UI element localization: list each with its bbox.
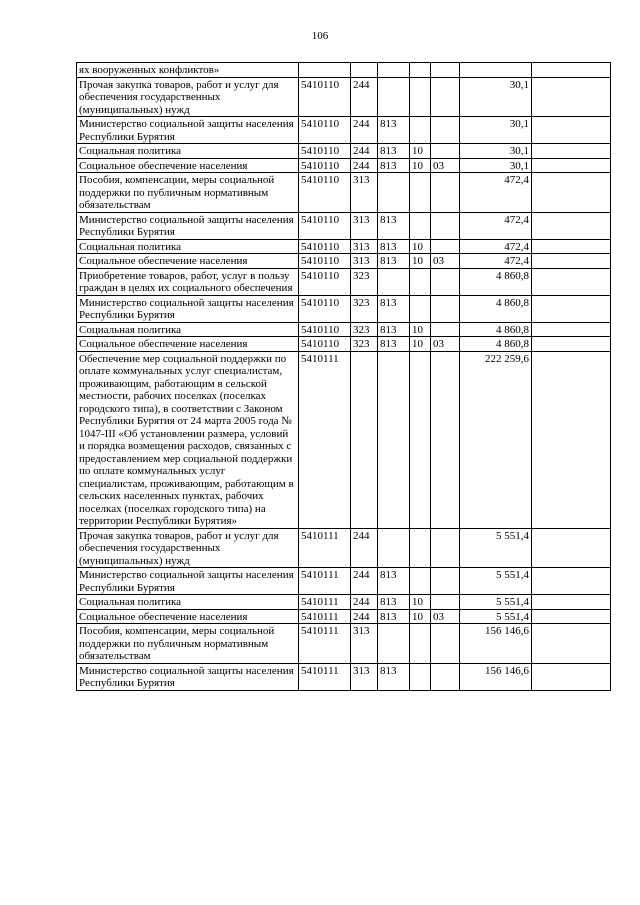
section-cell: [410, 528, 431, 568]
ministry-code-cell: [378, 351, 410, 528]
subsection-cell: [431, 663, 460, 690]
row-name-cell: Обеспечение мер социальной поддержки по оплате коммунальных услуг специалистам, проживающим, работающим в сельской местности, рабочих поселках (поселках городского типа), в соответствии с Законом Республики Бурятия от 24 марта 2005 года № 1047-III «Об установлении размера, условий и порядка возмещения расходов, связанных с предоставлением мер социальной поддержки по оплате коммунальных услуг специалистам, проживающим, работающим в сельских населенных пунктах, рабочих поселках (поселках городского типа) на территории Республики Бурятия»: [77, 351, 299, 528]
expense-type-cell: 323: [351, 337, 378, 352]
subsection-cell: [431, 173, 460, 213]
table-row: [77, 254, 611, 269]
section-cell: [410, 77, 431, 117]
row-name-cell: Социальное обеспечение населения: [77, 609, 299, 624]
table-row: [77, 144, 611, 159]
amount-cell: 5 551,4: [460, 595, 532, 610]
target-article-cell: 5410111: [299, 568, 351, 595]
row-name-cell: Социальное обеспечение населения: [77, 337, 299, 352]
target-article-cell: 5410110: [299, 322, 351, 337]
ministry-code-cell: 813: [378, 337, 410, 352]
empty-cell: [532, 663, 611, 690]
ministry-code-cell: 813: [378, 595, 410, 610]
target-article-cell: 5410110: [299, 254, 351, 269]
subsection-cell: [431, 117, 460, 144]
target-article-cell: 5410110: [299, 337, 351, 352]
expense-type-cell: [351, 351, 378, 528]
target-article-cell: 5410111: [299, 595, 351, 610]
section-cell: 10: [410, 337, 431, 352]
amount-cell: 472,4: [460, 239, 532, 254]
subsection-cell: [431, 77, 460, 117]
ministry-code-cell: [378, 173, 410, 213]
empty-cell: [532, 268, 611, 295]
target-article-cell: 5410110: [299, 239, 351, 254]
ministry-code-cell: 813: [378, 144, 410, 159]
amount-cell: 30,1: [460, 158, 532, 173]
target-article-cell: 5410110: [299, 295, 351, 322]
subsection-cell: 03: [431, 609, 460, 624]
section-cell: [410, 568, 431, 595]
target-article-cell: 5410111: [299, 663, 351, 690]
target-article-cell: 5410110: [299, 268, 351, 295]
empty-cell: [532, 212, 611, 239]
section-cell: [410, 268, 431, 295]
table-body: [77, 63, 611, 691]
ministry-code-cell: 813: [378, 254, 410, 269]
empty-cell: [532, 528, 611, 568]
ministry-code-cell: 813: [378, 663, 410, 690]
table-row: [77, 239, 611, 254]
table-row: [77, 77, 611, 117]
table-row: [77, 268, 611, 295]
table-row: [77, 117, 611, 144]
amount-cell: 4 860,8: [460, 268, 532, 295]
amount-cell: [460, 63, 532, 78]
empty-cell: [532, 239, 611, 254]
section-cell: 10: [410, 254, 431, 269]
expense-type-cell: 323: [351, 268, 378, 295]
expense-type-cell: 244: [351, 609, 378, 624]
row-name-cell: Социальная политика: [77, 322, 299, 337]
subsection-cell: [431, 624, 460, 664]
row-name-cell: ях вооруженных конфликтов»: [77, 63, 299, 78]
row-name-cell: Приобретение товаров, работ, услуг в пользу граждан в целях их социального обеспечения: [77, 268, 299, 295]
table-row: [77, 173, 611, 213]
empty-cell: [532, 609, 611, 624]
table-row: [77, 212, 611, 239]
subsection-cell: 03: [431, 158, 460, 173]
row-name-cell: Министерство социальной защиты населения Республики Бурятия: [77, 295, 299, 322]
section-cell: [410, 63, 431, 78]
row-name-cell: Социальное обеспечение населения: [77, 158, 299, 173]
target-article-cell: 5410110: [299, 144, 351, 159]
amount-cell: 222 259,6: [460, 351, 532, 528]
subsection-cell: [431, 63, 460, 78]
row-name-cell: Прочая закупка товаров, работ и услуг для обеспечения государственных (муниципальных) нужд: [77, 528, 299, 568]
table-row: [77, 158, 611, 173]
table-row: [77, 63, 611, 78]
expense-type-cell: 244: [351, 117, 378, 144]
amount-cell: 30,1: [460, 117, 532, 144]
amount-cell: 472,4: [460, 212, 532, 239]
subsection-cell: [431, 595, 460, 610]
amount-cell: 4 860,8: [460, 322, 532, 337]
row-name-cell: Пособия, компенсации, меры социальной поддержки по публичным нормативным обязательствам: [77, 624, 299, 664]
section-cell: [410, 351, 431, 528]
expense-type-cell: 244: [351, 528, 378, 568]
ministry-code-cell: [378, 77, 410, 117]
table-row: [77, 295, 611, 322]
empty-cell: [532, 254, 611, 269]
row-name-cell: Министерство социальной защиты населения Республики Бурятия: [77, 568, 299, 595]
ministry-code-cell: 813: [378, 295, 410, 322]
target-article-cell: 5410110: [299, 117, 351, 144]
amount-cell: 156 146,6: [460, 663, 532, 690]
row-name-cell: Социальная политика: [77, 595, 299, 610]
expense-type-cell: 323: [351, 295, 378, 322]
subsection-cell: 03: [431, 254, 460, 269]
subsection-cell: [431, 568, 460, 595]
row-name-cell: Социальная политика: [77, 239, 299, 254]
table-row: [77, 609, 611, 624]
ministry-code-cell: [378, 528, 410, 568]
page-number: 106: [311, 30, 329, 42]
expense-type-cell: 244: [351, 77, 378, 117]
target-article-cell: 5410111: [299, 528, 351, 568]
expense-type-cell: 244: [351, 595, 378, 610]
subsection-cell: [431, 528, 460, 568]
ministry-code-cell: [378, 624, 410, 664]
empty-cell: [532, 337, 611, 352]
subsection-cell: [431, 351, 460, 528]
amount-cell: 5 551,4: [460, 568, 532, 595]
section-cell: [410, 624, 431, 664]
target-article-cell: [299, 63, 351, 78]
empty-cell: [532, 144, 611, 159]
target-article-cell: 5410110: [299, 158, 351, 173]
empty-cell: [532, 63, 611, 78]
amount-cell: 4 860,8: [460, 337, 532, 352]
ministry-code-cell: 813: [378, 158, 410, 173]
empty-cell: [532, 351, 611, 528]
section-cell: [410, 173, 431, 213]
subsection-cell: [431, 144, 460, 159]
expense-type-cell: 313: [351, 212, 378, 239]
table-row: [77, 528, 611, 568]
ministry-code-cell: 813: [378, 239, 410, 254]
amount-cell: 156 146,6: [460, 624, 532, 664]
table-row: [77, 351, 611, 528]
empty-cell: [532, 158, 611, 173]
section-cell: 10: [410, 322, 431, 337]
expense-type-cell: 313: [351, 663, 378, 690]
ministry-code-cell: 813: [378, 117, 410, 144]
empty-cell: [532, 595, 611, 610]
empty-cell: [532, 117, 611, 144]
table-row: [77, 595, 611, 610]
row-name-cell: Прочая закупка товаров, работ и услуг для обеспечения государственных (муниципальных) нужд: [77, 77, 299, 117]
expense-type-cell: 313: [351, 624, 378, 664]
ministry-code-cell: [378, 63, 410, 78]
empty-cell: [532, 295, 611, 322]
target-article-cell: 5410110: [299, 173, 351, 213]
target-article-cell: 5410111: [299, 351, 351, 528]
empty-cell: [532, 322, 611, 337]
budget-table: [76, 62, 611, 691]
amount-cell: 30,1: [460, 77, 532, 117]
section-cell: 10: [410, 144, 431, 159]
amount-cell: 472,4: [460, 173, 532, 213]
subsection-cell: [431, 239, 460, 254]
subsection-cell: [431, 295, 460, 322]
expense-type-cell: 313: [351, 254, 378, 269]
amount-cell: 30,1: [460, 144, 532, 159]
section-cell: [410, 663, 431, 690]
table-row: [77, 337, 611, 352]
empty-cell: [532, 568, 611, 595]
ministry-code-cell: 813: [378, 568, 410, 595]
subsection-cell: [431, 268, 460, 295]
target-article-cell: 5410111: [299, 624, 351, 664]
row-name-cell: Пособия, компенсации, меры социальной поддержки по публичным нормативным обязательствам: [77, 173, 299, 213]
subsection-cell: [431, 322, 460, 337]
row-name-cell: Социальное обеспечение населения: [77, 254, 299, 269]
row-name-cell: Министерство социальной защиты населения Республики Бурятия: [77, 663, 299, 690]
table-row: [77, 322, 611, 337]
target-article-cell: 5410110: [299, 212, 351, 239]
empty-cell: [532, 77, 611, 117]
expense-type-cell: 313: [351, 173, 378, 213]
expense-type-cell: 244: [351, 568, 378, 595]
expense-type-cell: 244: [351, 158, 378, 173]
amount-cell: 5 551,4: [460, 528, 532, 568]
row-name-cell: Министерство социальной защиты населения Республики Бурятия: [77, 212, 299, 239]
row-name-cell: Социальная политика: [77, 144, 299, 159]
target-article-cell: 5410110: [299, 77, 351, 117]
ministry-code-cell: 813: [378, 212, 410, 239]
amount-cell: 4 860,8: [460, 295, 532, 322]
section-cell: [410, 212, 431, 239]
section-cell: 10: [410, 595, 431, 610]
table-row: [77, 624, 611, 664]
table-row: [77, 663, 611, 690]
expense-type-cell: 323: [351, 322, 378, 337]
empty-cell: [532, 624, 611, 664]
section-cell: 10: [410, 239, 431, 254]
section-cell: [410, 117, 431, 144]
target-article-cell: 5410111: [299, 609, 351, 624]
expense-type-cell: 313: [351, 239, 378, 254]
amount-cell: 5 551,4: [460, 609, 532, 624]
subsection-cell: 03: [431, 337, 460, 352]
table-row: [77, 568, 611, 595]
expense-type-cell: 244: [351, 144, 378, 159]
amount-cell: 472,4: [460, 254, 532, 269]
section-cell: [410, 295, 431, 322]
row-name-cell: Министерство социальной защиты населения Республики Бурятия: [77, 117, 299, 144]
expense-type-cell: [351, 63, 378, 78]
ministry-code-cell: 813: [378, 322, 410, 337]
subsection-cell: [431, 212, 460, 239]
ministry-code-cell: 813: [378, 609, 410, 624]
empty-cell: [532, 173, 611, 213]
section-cell: 10: [410, 158, 431, 173]
ministry-code-cell: [378, 268, 410, 295]
section-cell: 10: [410, 609, 431, 624]
